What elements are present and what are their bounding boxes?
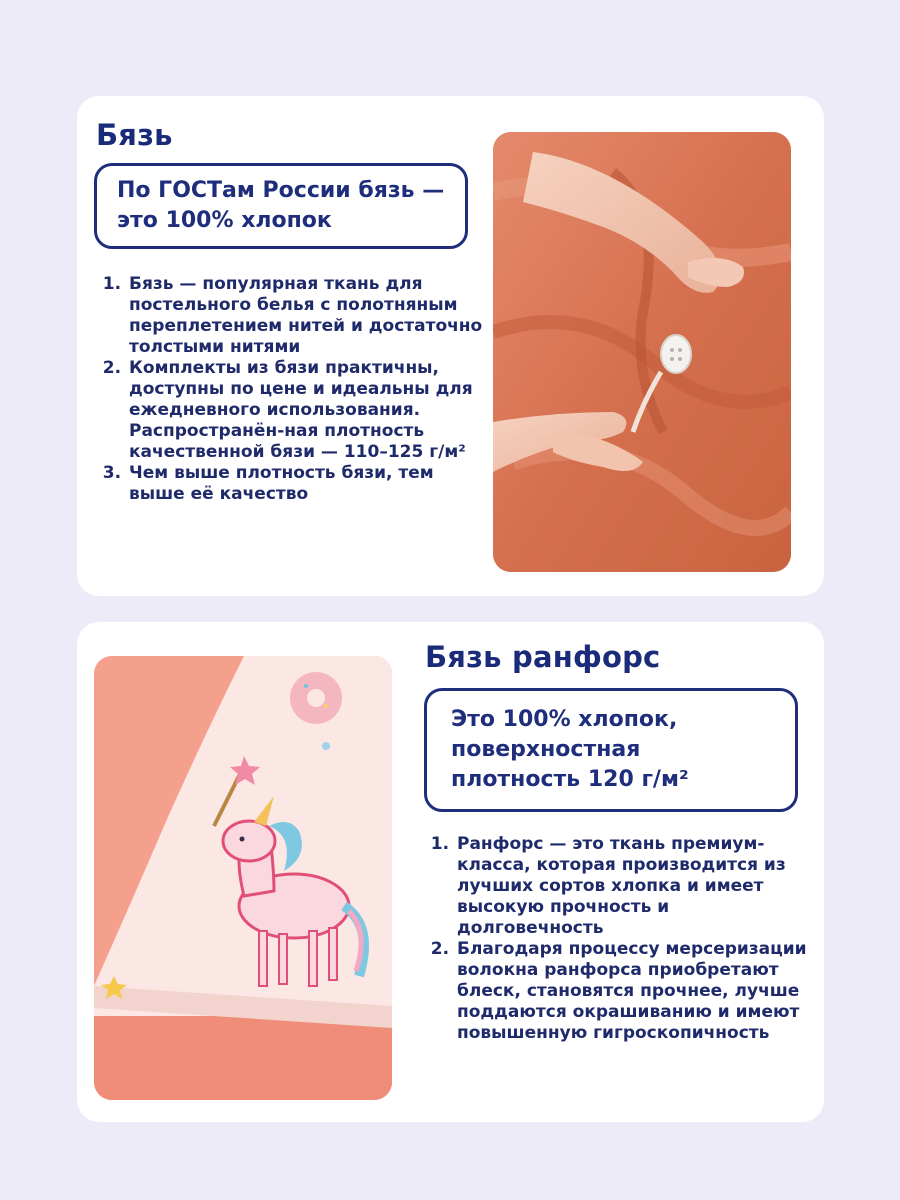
feature-list [101, 274, 487, 505]
callout-box [94, 163, 468, 249]
photo-illustration [493, 132, 791, 572]
coral-duvet-button-photo [493, 132, 791, 572]
card-byaz [77, 96, 824, 596]
unicorn-pillow-photo [94, 656, 392, 1100]
list-item: 2. Комплекты из бязи практичны, доступны по цене и идеальны для ежедневного использования. Распространён-ная плотность качественной бязи — 110–125 г/м² [127, 358, 487, 463]
card-title: Бязь ранфорс [425, 640, 661, 674]
card-title: Бязь [96, 118, 173, 152]
list-item: 3. Чем выше плотность бязи, тем выше её качество [127, 463, 487, 505]
callout-box [424, 688, 798, 812]
callout-text: По ГОСТам России бязь — это 100% хлопок [117, 178, 445, 233]
photo-illustration [94, 656, 392, 1100]
list-item: 1. Бязь — популярная ткань для постельного белья с полотняным переплетением нитей и достаточно толстыми нитями [127, 274, 487, 358]
feature-list [429, 834, 811, 1044]
list-item: 2. Благодаря процессу мерсеризации волокна ранфорса приобретают блеск, становятся прочнее, лучше поддаются окрашиванию и имеют повышенную гигроскопичность [455, 939, 811, 1044]
card-ranfors [77, 622, 824, 1122]
list-item: 1. Ранфорс — это ткань премиум-класса, которая производится из лучших сортов хлопка и имеет высокую прочность и долговечность [455, 834, 811, 939]
callout-text: Это 100% хлопок, поверхностная плотность 120 г/м² [451, 707, 689, 792]
